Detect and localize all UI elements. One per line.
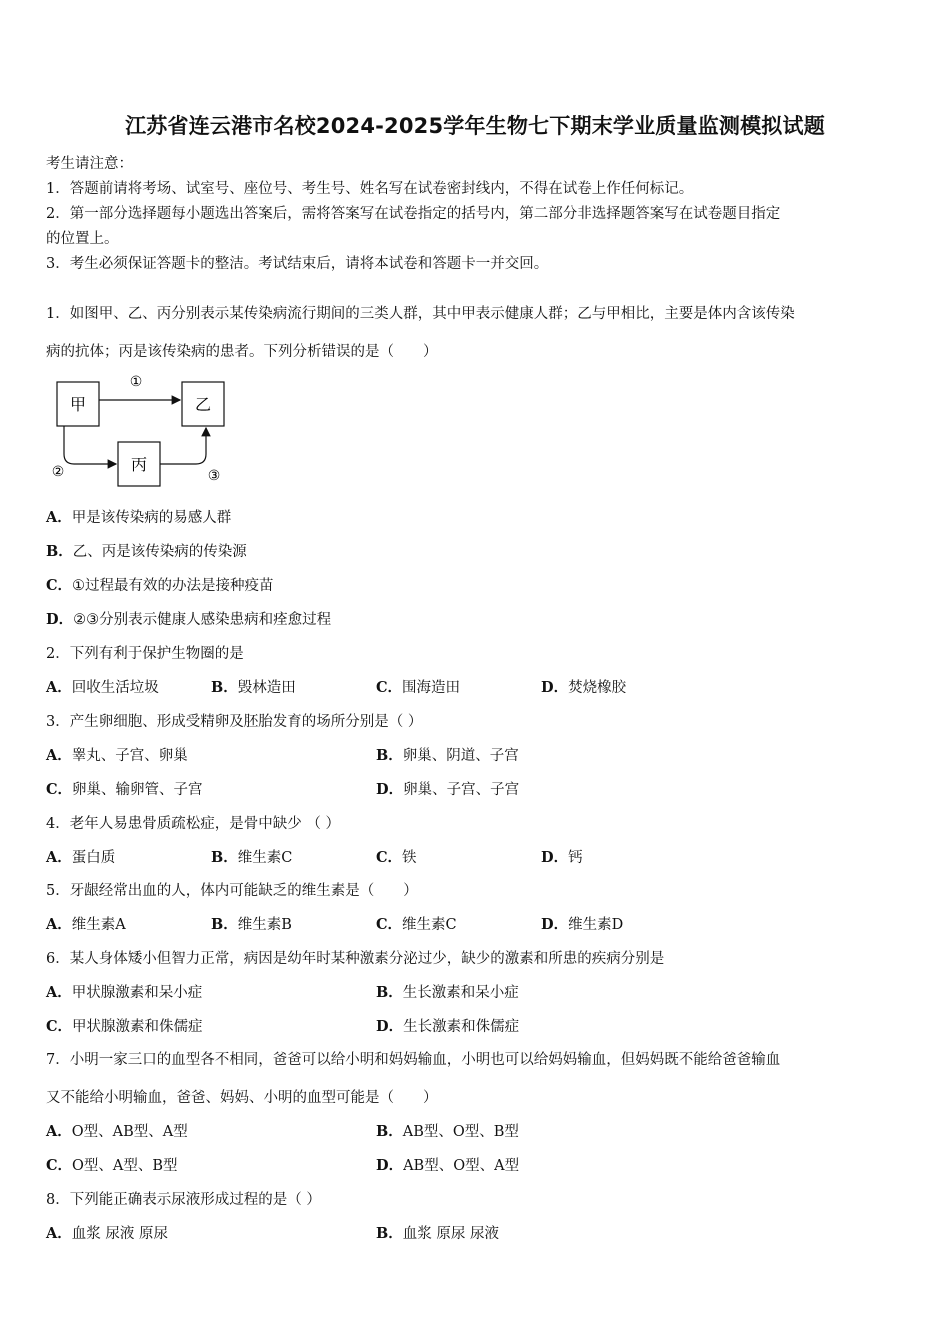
box-bing-label: 丙 [130,455,148,474]
option-d: D．钙 [541,849,583,866]
population-flow-diagram [44,368,244,498]
box-yi-label: 乙 [194,395,212,414]
option-c: C．维生素C [376,916,457,933]
label-3: ③ [207,468,221,484]
question-7-stem: 7．小明一家三口的血型各不相同，爸爸可以给小明和妈妈输血，小明也可以给妈妈输血，但妈妈既不能给爸爸输血 [46,1052,781,1068]
arrow-3 [160,428,206,464]
option-c: C．铁 [376,849,417,866]
option-a: A．甲是该传染病的易感人群 [46,509,232,526]
option-a: A．O型、AB型、A型 [46,1123,188,1140]
option-c: C．甲状腺激素和侏儒症 [46,1018,203,1035]
question-8-stem: 8．下列能正确表示尿液形成过程的是（ ） [46,1192,321,1208]
arrow-2 [64,426,116,464]
option-d: D．维生素D [541,916,624,933]
label-2: ② [51,464,65,480]
question-4-stem: 4．老年人易患骨质疏松症，是骨中缺少 （ ） [46,816,340,832]
notice-item: 2．第一部分选择题每小题选出答案后，需将答案写在试卷指定的括号内，第二部分非选择题答案写在试卷题目指定 [46,206,781,222]
option-c: C．①过程最有效的办法是接种疫苗 [46,577,274,594]
question-3-stem: 3．产生卵细胞、形成受精卵及胚胎发育的场所分别是（ ） [46,714,423,730]
notice-item: 1．答题前请将考场、试室号、座位号、考生号、姓名写在试卷密封线内，不得在试卷上作任何标记。 [46,181,694,197]
option-b: B．生长激素和呆小症 [376,984,519,1001]
question-2-stem: 2．下列有利于保护生物圈的是 [46,646,244,662]
question-5-stem: 5．牙龈经常出血的人，体内可能缺乏的维生素是（ ） [46,883,418,899]
option-b: B．维生素B [211,916,292,933]
option-b: B．毁林造田 [211,679,296,696]
notice-item: 的位置上。 [46,231,119,247]
option-c: C．卵巢、输卵管、子宫 [46,781,203,798]
notice-heading: 考生请注意： [46,156,133,172]
option-b: B．卵巢、阴道、子宫 [376,747,519,764]
question-7-stem: 又不能给小明输血，爸爸、妈妈、小明的血型可能是（ ） [46,1090,438,1106]
option-b: B．血浆 原尿 尿液 [376,1225,499,1242]
question-1-stem: 1．如图甲、乙、丙分别表示某传染病流行期间的三类人群，其中甲表示健康人群；乙与甲相比，主要是体内含该传染 [46,306,795,322]
option-b: B．乙、丙是该传染病的传染源 [46,543,247,560]
question-1-stem: 病的抗体；丙是该传染病的患者。下列分析错误的是（ ） [46,344,438,360]
option-d: D．AB型、O型、A型 [376,1157,520,1174]
option-a: A．血浆 尿液 原尿 [46,1225,168,1242]
option-d: D．②③分别表示健康人感染患病和痊愈过程 [46,611,332,628]
option-d: D．生长激素和侏儒症 [376,1018,520,1035]
option-d: D．卵巢、子宫、子宫 [376,781,520,798]
page-title: 江苏省连云港市名校2024-2025学年生物七下期末学业质量监测模拟试题 [125,114,825,138]
option-c: C．O型、A型、B型 [46,1157,178,1174]
option-a: A．蛋白质 [46,849,116,866]
notice-item: 3．考生必须保证答题卡的整洁。考试结束后，请将本试卷和答题卡一并交回。 [46,256,549,272]
option-b: B．AB型、O型、B型 [376,1123,519,1140]
option-a: A．睾丸、子宫、卵巢 [46,747,188,764]
option-c: C．围海造田 [376,679,461,696]
option-a: A．回收生活垃圾 [46,679,159,696]
option-d: D．焚烧橡胶 [541,679,627,696]
option-a: A．甲状腺激素和呆小症 [46,984,203,1001]
option-b: B．维生素C [211,849,293,866]
label-1: ① [129,374,143,390]
box-jia-label: 甲 [69,395,87,414]
option-a: A．维生素A [46,916,126,933]
question-6-stem: 6．某人身体矮小但智力正常，病因是幼年时某种激素分泌过少，缺少的激素和所患的疾病分别是 [46,951,665,967]
